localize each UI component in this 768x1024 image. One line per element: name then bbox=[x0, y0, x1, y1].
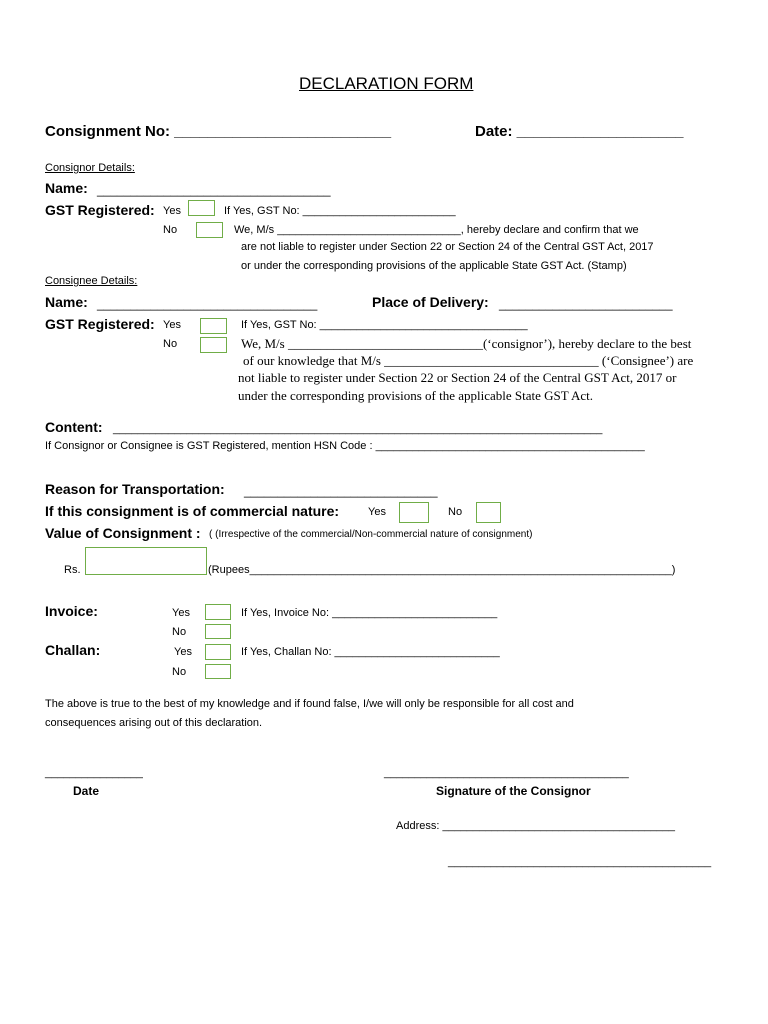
content-label: Content: bbox=[45, 419, 103, 435]
commercial-nature-label: If this consignment is of commercial nature: bbox=[45, 503, 340, 519]
challan-yes-checkbox[interactable] bbox=[205, 644, 231, 660]
consignee-name-field[interactable]: _________________________________ bbox=[97, 297, 318, 311]
commercial-no-checkbox[interactable] bbox=[476, 502, 501, 523]
consignor-declaration-line-2: are not liable to register under Section 22 or Section 24 of the Central GST Act, 2017 bbox=[241, 241, 654, 253]
consignee-gst-no-checkbox[interactable] bbox=[200, 337, 227, 353]
disclaimer-line-1: The above is true to the best of my knowledge and if found false, I/we will only be responsible for all cost and bbox=[45, 698, 574, 710]
hsn-code-field[interactable]: If Consignor or Consignee is GST Registered, mention HSN Code : ____________________________________________ bbox=[45, 440, 645, 452]
challan-yes-label: Yes bbox=[174, 646, 192, 658]
consignment-value-label: Value of Consignment : bbox=[45, 525, 201, 541]
transport-reason-label: Reason for Transportation: bbox=[45, 481, 225, 497]
transport-reason-field[interactable]: _____________________________ bbox=[244, 484, 438, 498]
date-field[interactable]: Date: ____________________ bbox=[475, 123, 684, 140]
invoice-no-checkbox[interactable] bbox=[205, 624, 231, 639]
consignor-section-label: Consignor Details: bbox=[45, 162, 135, 174]
consignor-gst-number-field[interactable]: If Yes, GST No: _________________________ bbox=[224, 205, 456, 217]
consignee-declaration-line-1: We, M/s ______________________________(‘consignor’), hereby declare to the best bbox=[241, 336, 692, 351]
consignor-name-label: Name: bbox=[45, 180, 88, 196]
consignee-gst-yes-checkbox[interactable] bbox=[200, 318, 227, 334]
date-signature-label: Date bbox=[73, 784, 100, 798]
invoice-yes-label: Yes bbox=[172, 607, 190, 619]
consignee-declaration-line-3: not liable to register under Section 22 or Section 24 of the Central GST Act, 2017 or bbox=[238, 370, 677, 385]
consignment-number-field[interactable]: Consignment No: __________________________ bbox=[45, 123, 392, 140]
challan-no-checkbox[interactable] bbox=[205, 664, 231, 679]
invoice-label: Invoice: bbox=[45, 603, 98, 619]
consignee-section-label: Consignee Details: bbox=[45, 275, 138, 287]
commercial-yes-label: Yes bbox=[368, 506, 386, 518]
consignor-signature-line[interactable]: ________________________________________ bbox=[384, 767, 629, 779]
place-of-delivery-label: Place of Delivery: bbox=[372, 294, 489, 310]
consignor-gst-no-checkbox[interactable] bbox=[196, 222, 223, 238]
consignment-value-note: ( (Irrespective of the commercial/Non-commercial nature of consignment) bbox=[209, 529, 533, 540]
consignor-name-field[interactable]: ___________________________________ bbox=[97, 183, 331, 197]
disclaimer-line-2: consequences arising out of this declaration. bbox=[45, 717, 263, 729]
amount-in-words-field[interactable]: (Rupees_____________________________________________________________________) bbox=[208, 564, 676, 576]
consignor-gst-yes-label: Yes bbox=[163, 205, 181, 217]
consignor-declaration-line-1: We, M/s ______________________________, hereby declare and confirm that we bbox=[234, 224, 639, 236]
amount-input[interactable] bbox=[85, 547, 207, 575]
consignor-gst-label: GST Registered: bbox=[45, 202, 155, 218]
invoice-yes-checkbox[interactable] bbox=[205, 604, 231, 620]
address-field[interactable]: Address: ______________________________________ bbox=[396, 820, 675, 832]
consignor-signature-label: Signature of the Consignor bbox=[436, 784, 591, 798]
consignee-gst-yes-label: Yes bbox=[163, 319, 181, 331]
consignor-gst-no-label: No bbox=[163, 224, 178, 236]
consignee-gst-no-label: No bbox=[163, 338, 178, 350]
place-of-delivery-field[interactable]: __________________________ bbox=[499, 297, 673, 311]
consignee-name-label: Name: bbox=[45, 294, 88, 310]
invoice-no-label: No bbox=[172, 626, 187, 638]
consignee-gst-label: GST Registered: bbox=[45, 316, 155, 332]
consignee-declaration-line-2: of our knowledge that M/s _________________________________ (‘Consignee’) are bbox=[243, 353, 694, 368]
challan-number-field[interactable]: If Yes, Challan No: ___________________________ bbox=[241, 646, 500, 658]
invoice-number-field[interactable]: If Yes, Invoice No: ___________________________ bbox=[241, 607, 498, 619]
challan-label: Challan: bbox=[45, 642, 101, 658]
challan-no-label: No bbox=[172, 666, 187, 678]
consignor-declaration-line-3: or under the corresponding provisions of the applicable State GST Act. (Stamp) bbox=[241, 260, 627, 272]
page-title: DECLARATION FORM bbox=[299, 74, 474, 93]
consignor-gst-yes-checkbox[interactable] bbox=[188, 200, 215, 216]
commercial-yes-checkbox[interactable] bbox=[399, 502, 429, 523]
rupees-symbol-label: Rs. bbox=[64, 564, 81, 576]
address-field-line-2[interactable]: ___________________________________________ bbox=[448, 856, 712, 868]
consignee-gst-number-field[interactable]: If Yes, GST No: __________________________________ bbox=[241, 319, 528, 331]
consignee-declaration-line-4: under the corresponding provisions of the applicable State GST Act. bbox=[238, 388, 594, 403]
date-signature-line[interactable]: ________________ bbox=[45, 767, 143, 779]
content-field[interactable]: ________________________________________________________________________________ bbox=[113, 423, 603, 435]
commercial-no-label: No bbox=[448, 506, 463, 518]
